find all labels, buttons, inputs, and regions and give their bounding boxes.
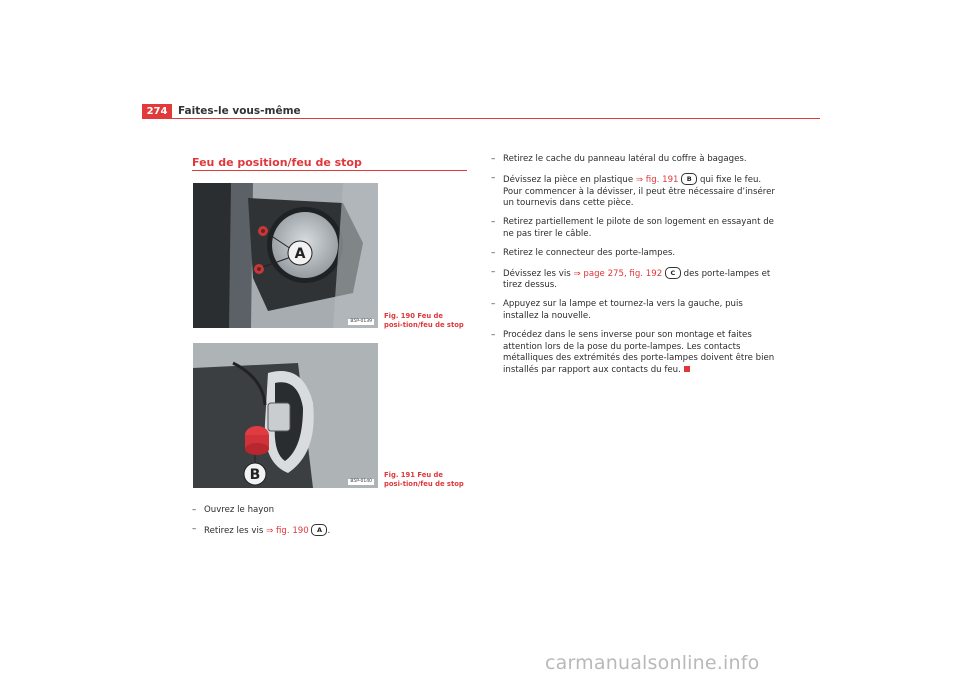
list-item: – Dévissez la pièce en plastique ⇒ fig. 191 B qui fixe le feu. Pour commencer à la dévisser, il peut être nécessaire d’insérer un tournevis dans cette pièce.	[491, 172, 775, 209]
figure-code: B5P-0139	[350, 319, 372, 324]
list-item: – Appuyez sur la lampe et tournez-la vers la gauche, puis installez la nouvelle.	[491, 299, 743, 321]
list-item: – Retirez le connecteur des porte-lampes.	[491, 247, 676, 258]
running-header: Faites-le vous-même	[178, 105, 301, 117]
step-text: Retirez le cache du panneau latéral du coffre à bagages.	[503, 154, 747, 164]
figure-reference-link[interactable]: ⇒ fig. 191	[635, 174, 679, 185]
step-text: Ouvrez le hayon	[204, 505, 275, 515]
figure-code: B5P-0140	[350, 479, 372, 484]
header-divider	[142, 118, 820, 119]
figure-reference-link[interactable]: ⇒ fig. 190	[266, 525, 309, 536]
callout-label: B	[249, 467, 261, 483]
tail-light-photo	[193, 183, 378, 328]
watermark: carmanualsonline.info	[545, 652, 760, 674]
step-text-tail: qui fixe le feu. Pour commencer à la dévisser, il peut être nécessaire d’insérer un tournevis dans cette pièce.	[503, 174, 775, 209]
list-item: – Ouvrez le hayon	[192, 505, 275, 515]
step-text: Retirez les vis	[204, 525, 267, 536]
figure-191-image	[193, 343, 378, 488]
step-text: Dévissez la pièce en plastique	[503, 174, 636, 185]
list-item: – Retirez les vis ⇒ fig. 190 A .	[192, 523, 331, 536]
list-item: – Retirez le cache du panneau latéral du coffre à bagages.	[491, 154, 747, 164]
step-text: Appuyez sur la lampe et tournez-la vers la gauche, puis installez la nouvelle.	[503, 299, 743, 321]
step-text-tail: des porte-lampes et tirez dessus.	[503, 268, 771, 291]
figure-190-image	[193, 183, 378, 328]
steps-list-right	[491, 154, 781, 384]
callout-badge: A	[311, 524, 327, 536]
step-text: Retirez partiellement le pilote de son logement en essayant de ne pas tirer le câble.	[503, 217, 774, 239]
page-number: 274	[142, 104, 172, 119]
list-item: – Procédez dans le sens inverse pour son montage et faites attention lors de la pose du porte-lampes. Les contacts métalliques des extrémités des porte-lampes doivent être bien installés par rapport aux contacts du feu.	[491, 329, 775, 376]
step-text: Procédez dans le sens inverse pour son montage et faites attention lors de la pose du porte-lampes. Les contacts métalliques des extrémités des porte-lampes doivent être bien installés par rapport aux contacts du feu.	[503, 329, 775, 376]
lamp-socket-photo	[193, 343, 378, 488]
page-reference-link[interactable]: ⇒ page 275, fig. 192	[573, 268, 663, 279]
step-text: Dévissez les vis	[503, 268, 574, 279]
section-title: Feu de position/feu de stop	[192, 156, 362, 169]
step-text: Retirez le connecteur des porte-lampes.	[503, 247, 676, 258]
section-end-marker	[684, 366, 690, 372]
callout-label: A	[294, 246, 306, 262]
figure-190-caption: Fig. 190 Feu de posi-tion/feu de stop	[384, 312, 464, 329]
callout-badge: C	[665, 267, 681, 279]
list-item: – Retirez partiellement le pilote de son logement en essayant de ne pas tirer le câble.	[491, 217, 774, 239]
list-item: – Dévissez les vis ⇒ page 275, fig. 192 C des porte-lampes et tirez dessus.	[491, 266, 771, 291]
step-text-tail: .	[327, 525, 331, 536]
section-divider	[192, 170, 467, 171]
steps-list-left	[192, 505, 462, 545]
callout-badge: B	[681, 173, 697, 185]
figure-191-caption: Fig. 191 Feu de posi-tion/feu de stop	[384, 471, 464, 488]
